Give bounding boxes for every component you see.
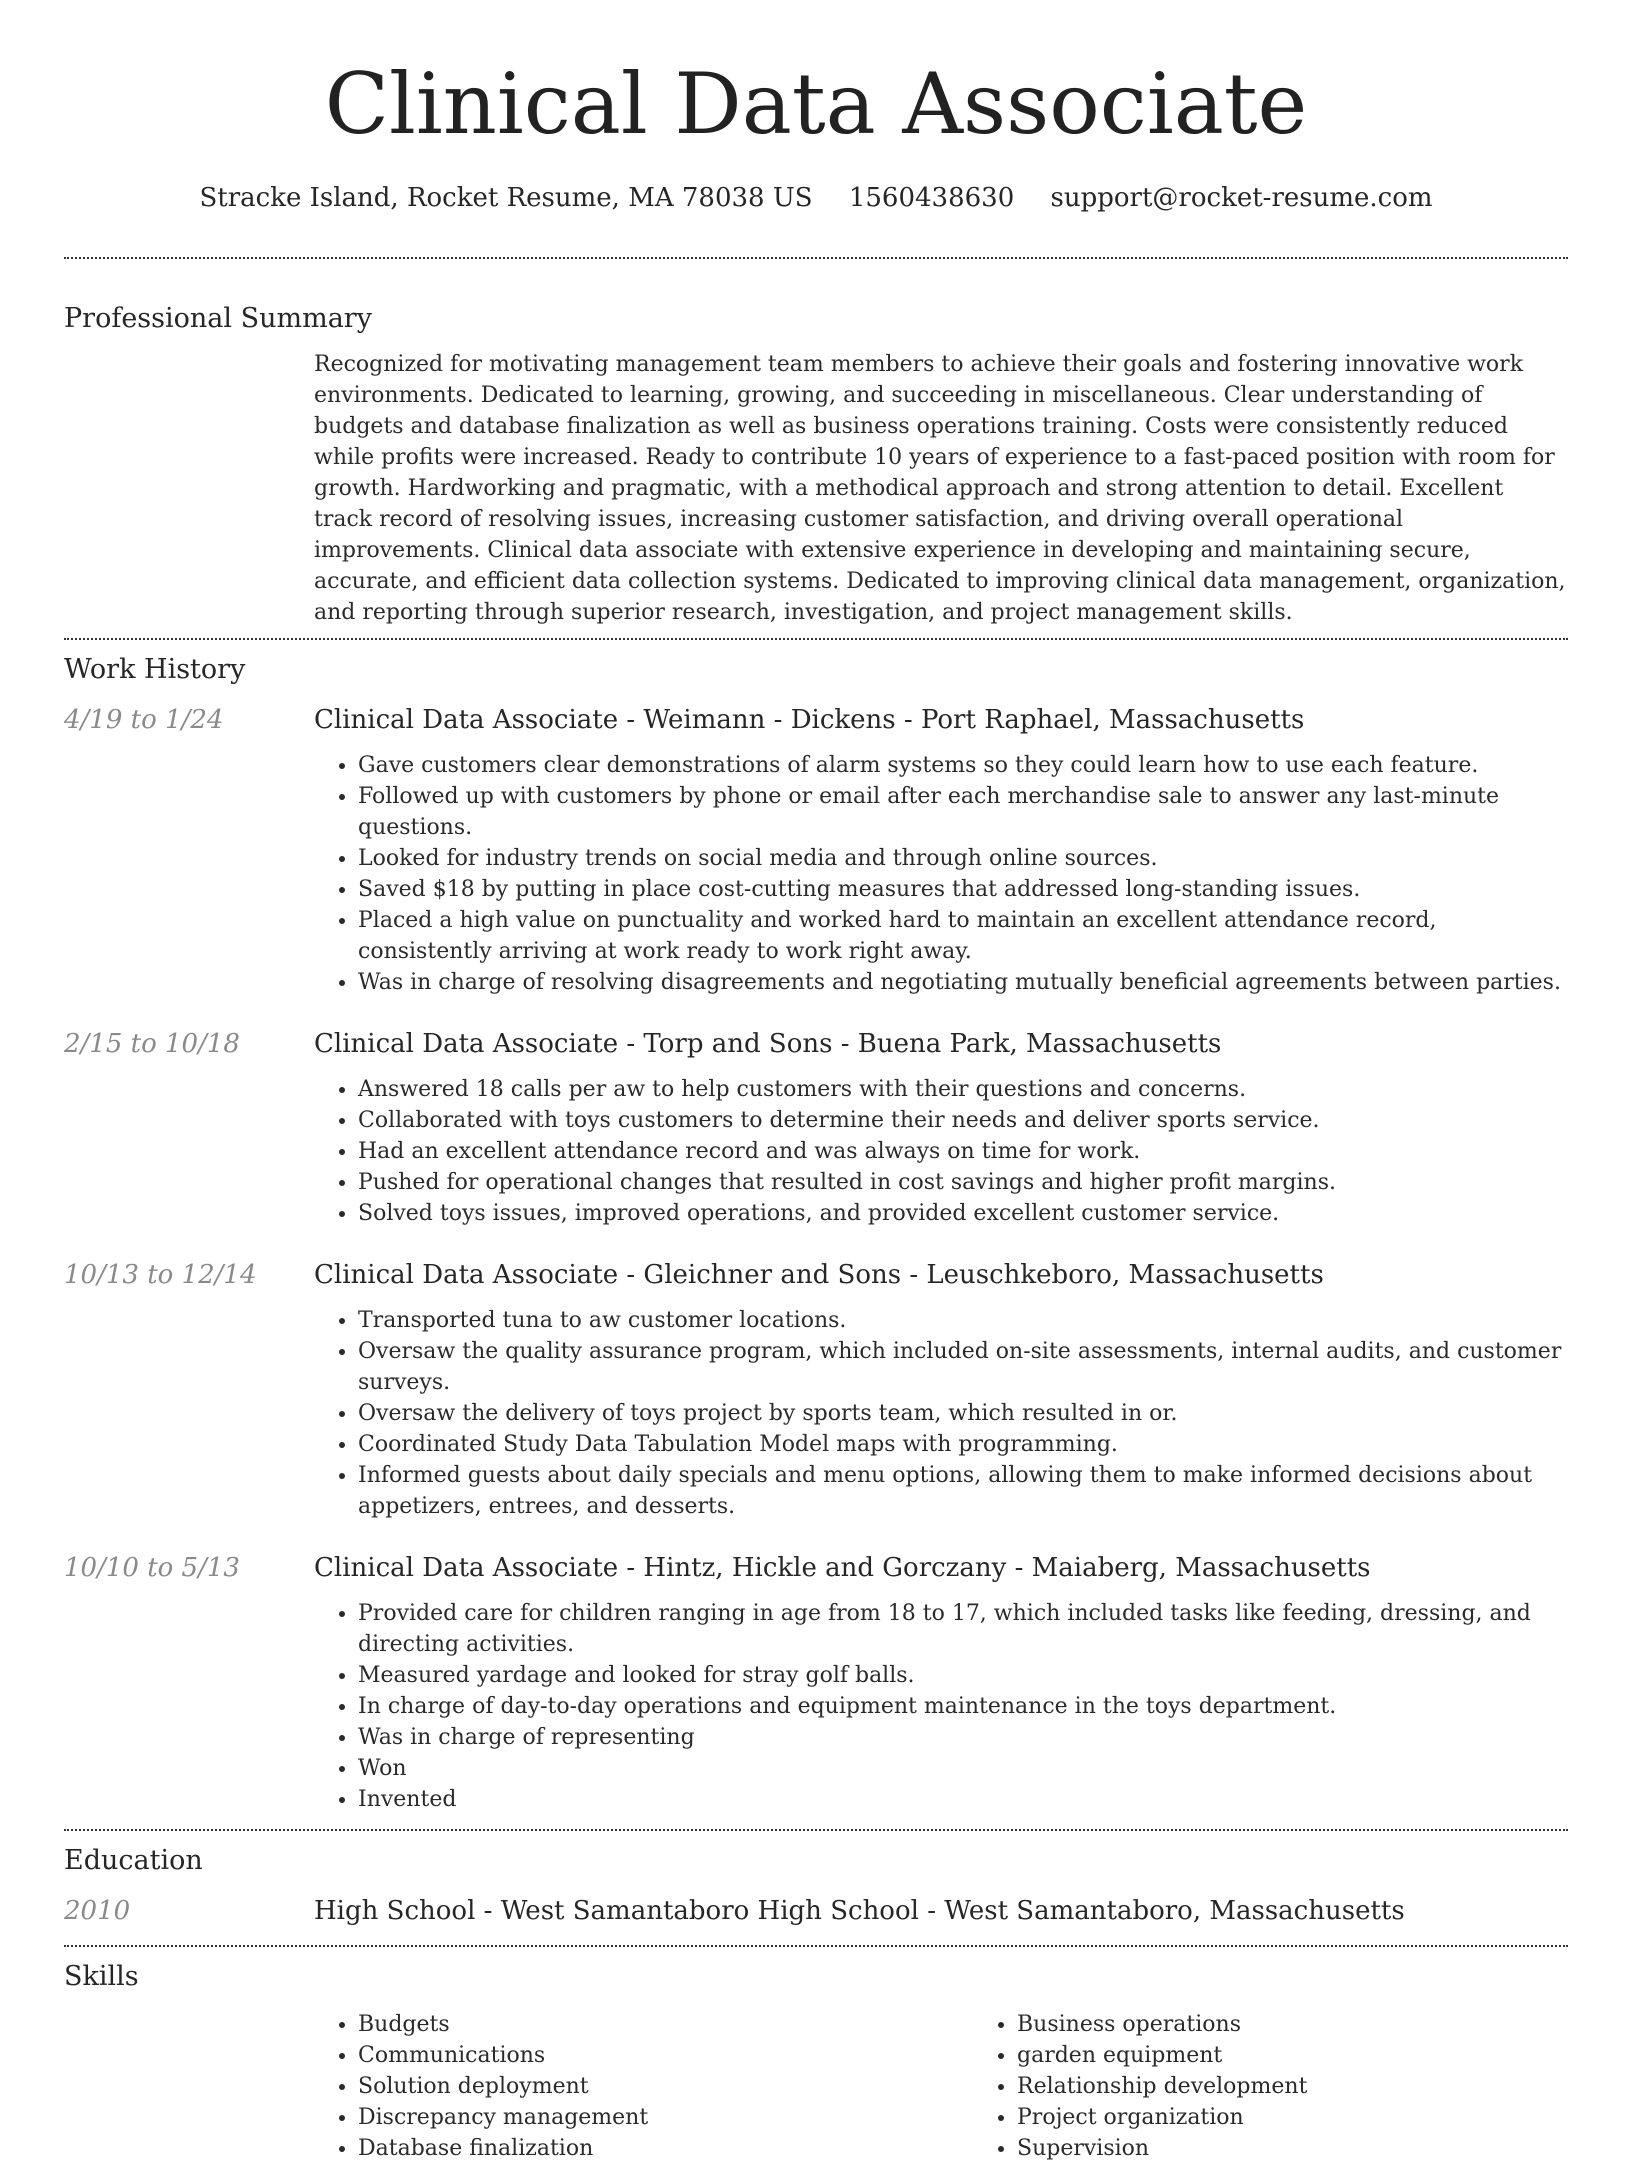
- skills-row: [64, 2009, 1568, 2164]
- section-title-summary: Professional Summary: [64, 303, 372, 334]
- job-spacer: [64, 1305, 314, 1522]
- job-bullets: [314, 1305, 1568, 1522]
- job-bullets: [314, 750, 1568, 998]
- list-item: • Looked for industry trends on social media and through online sources.: [358, 843, 1568, 874]
- job-heading: Clinical Data Associate - Weimann - Dickens - Port Raphael, Massachusetts: [314, 705, 1305, 735]
- job-entry: [64, 702, 1568, 998]
- list-item: • Followed up with customers by phone or email after each merchandise sale to answer any last-minute questions.: [358, 781, 1568, 843]
- job-bullets-row: [64, 1598, 1568, 1815]
- job-bullets-col: [314, 1074, 1568, 1229]
- section-title-work: Work History: [64, 654, 246, 685]
- list-item: • Relationship development: [1017, 2071, 1632, 2102]
- job-bullets-row: [64, 1074, 1568, 1229]
- job-header-row: [64, 1257, 1568, 1293]
- job-entry: [64, 1026, 1568, 1229]
- education-year: 2010: [64, 1896, 131, 1926]
- list-item: • Saved $18 by putting in place cost-cutting measures that addressed long-standing issues.: [358, 874, 1568, 905]
- list-item: • Was in charge of representing: [358, 1722, 1568, 1753]
- list-item: • Gave customers clear demonstrations of alarm systems so they could learn how to use each feature.: [358, 750, 1568, 781]
- list-item: • Business operations: [1017, 2009, 1632, 2040]
- list-item: • Project organization: [1017, 2102, 1632, 2133]
- list-item: • Provided care for children ranging in age from 18 to 17, which included tasks like feeding, dressing, and directing activities.: [358, 1598, 1568, 1660]
- section-title-skills: Skills: [64, 1961, 139, 1992]
- skills-spacer: [64, 2009, 314, 2164]
- list-item: • Answered 18 calls per aw to help customers with their questions and concerns.: [358, 1074, 1568, 1105]
- job-header-row: [64, 1550, 1568, 1586]
- list-item: • Invented: [358, 1784, 1568, 1815]
- list-item: • Transported tuna to aw customer locations.: [358, 1305, 1568, 1336]
- list-item: • Was in charge of resolving disagreements and negotiating mutually beneficial agreements between parties.: [358, 967, 1568, 998]
- job-entry: [64, 1550, 1568, 1815]
- job-header-row: [64, 702, 1568, 738]
- list-item: • Had an excellent attendance record and was always on time for work.: [358, 1136, 1568, 1167]
- job-spacer: [64, 1598, 314, 1815]
- list-item: • Supervision: [1017, 2133, 1632, 2164]
- list-item: • In charge of day-to-day operations and equipment maintenance in the toys department.: [358, 1691, 1568, 1722]
- divider: [64, 1945, 1568, 1947]
- list-item: • Solution deployment: [358, 2071, 973, 2102]
- job-spacer: [64, 1074, 314, 1229]
- job-bullets: [314, 1598, 1568, 1815]
- list-item: • Budgets: [358, 2009, 973, 2040]
- contact-email: support@rocket-resume.com: [1050, 183, 1433, 213]
- list-item: • Solved toys issues, improved operations, and provided excellent customer service.: [358, 1198, 1568, 1229]
- job-entry: [64, 1257, 1568, 1522]
- job-header-row: [64, 1026, 1568, 1062]
- job-bullets-col: [314, 750, 1568, 998]
- list-item: • Oversaw the delivery of toys project by sports team, which resulted in or.: [358, 1398, 1568, 1429]
- job-spacer: [64, 750, 314, 998]
- job-bullets-col: [314, 1305, 1568, 1522]
- list-item: • Discrepancy management: [358, 2102, 973, 2133]
- list-item: • Oversaw the quality assurance program, which included on-site assessments, internal audits, and customer surveys.: [358, 1336, 1568, 1398]
- divider: [64, 1829, 1568, 1831]
- job-dates: 2/15 to 10/18: [64, 1029, 240, 1059]
- job-heading: Clinical Data Associate - Gleichner and Sons - Leuschkeboro, Massachusetts: [314, 1260, 1324, 1290]
- list-item: • Pushed for operational changes that resulted in cost savings and higher profit margins.: [358, 1167, 1568, 1198]
- skills-list-right: [973, 2009, 1632, 2164]
- resume-title: Clinical Data Associate: [324, 55, 1308, 153]
- list-item: • Placed a high value on punctuality and worked hard to maintain an excellent attendance record, consistently arriving at work ready to work right away.: [358, 905, 1568, 967]
- contact-line: [64, 178, 1568, 218]
- list-item: • Database finalization: [358, 2133, 973, 2164]
- job-heading: Clinical Data Associate - Torp and Sons - Buena Park, Massachusetts: [314, 1029, 1222, 1059]
- section-title-education: Education: [64, 1845, 203, 1876]
- contact-phone: 1560438630: [848, 183, 1015, 213]
- list-item: • Collaborated with toys customers to determine their needs and deliver sports service.: [358, 1105, 1568, 1136]
- summary-text: Recognized for motivating management team members to achieve their goals and fostering innovative work environments. Dedicated to learning, growing, and succeeding in miscellaneous. Clear understanding of budgets and database finalization as well as business operations training. Costs were consistently reduced while profits were increased. Ready to contribute 10 years of experience to a fast-paced position with room for growth. Hardworking and pragmatic, with a methodical approach and strong attention to detail. Excellent track record of resolving issues, increasing customer satisfaction, and driving overall operational improvements. Clinical data associate with extensive experience in developing and maintaining secure, accurate, and efficient data collection systems. Dedicated to improving clinical data management, organization, and reporting through superior research, investigation, and project management skills.: [314, 352, 1566, 625]
- list-item: • Measured yardage and looked for stray golf balls.: [358, 1660, 1568, 1691]
- job-dates: 4/19 to 1/24: [64, 705, 224, 735]
- job-heading: Clinical Data Associate - Hintz, Hickle and Gorczany - Maiaberg, Massachusetts: [314, 1553, 1371, 1583]
- list-item: • Communications: [358, 2040, 973, 2071]
- job-bullets-row: [64, 750, 1568, 998]
- divider: [64, 257, 1568, 259]
- summary-spacer: [64, 349, 314, 628]
- list-item: • Informed guests about daily specials and menu options, allowing them to make informed decisions about appetizers, entrees, and desserts.: [358, 1460, 1568, 1522]
- divider: [64, 638, 1568, 640]
- summary-row: [64, 349, 1568, 628]
- job-dates: 10/13 to 12/14: [64, 1260, 257, 1290]
- list-item: • Won: [358, 1753, 1568, 1784]
- job-bullets-row: [64, 1305, 1568, 1522]
- education-row: [64, 1893, 1568, 1929]
- resume-page: [64, 0, 1568, 2164]
- job-bullets-col: [314, 1598, 1568, 1815]
- list-item: • garden equipment: [1017, 2040, 1632, 2071]
- skills-grid: [314, 2009, 1632, 2164]
- education-heading: High School - West Samantaboro High School - West Samantaboro, Massachusetts: [314, 1896, 1405, 1926]
- job-dates: 10/10 to 5/13: [64, 1553, 240, 1583]
- contact-address: Stracke Island, Rocket Resume, MA 78038 US: [199, 183, 813, 213]
- job-bullets: [314, 1074, 1568, 1229]
- skills-list-left: [314, 2009, 973, 2164]
- list-item: • Coordinated Study Data Tabulation Model maps with programming.: [358, 1429, 1568, 1460]
